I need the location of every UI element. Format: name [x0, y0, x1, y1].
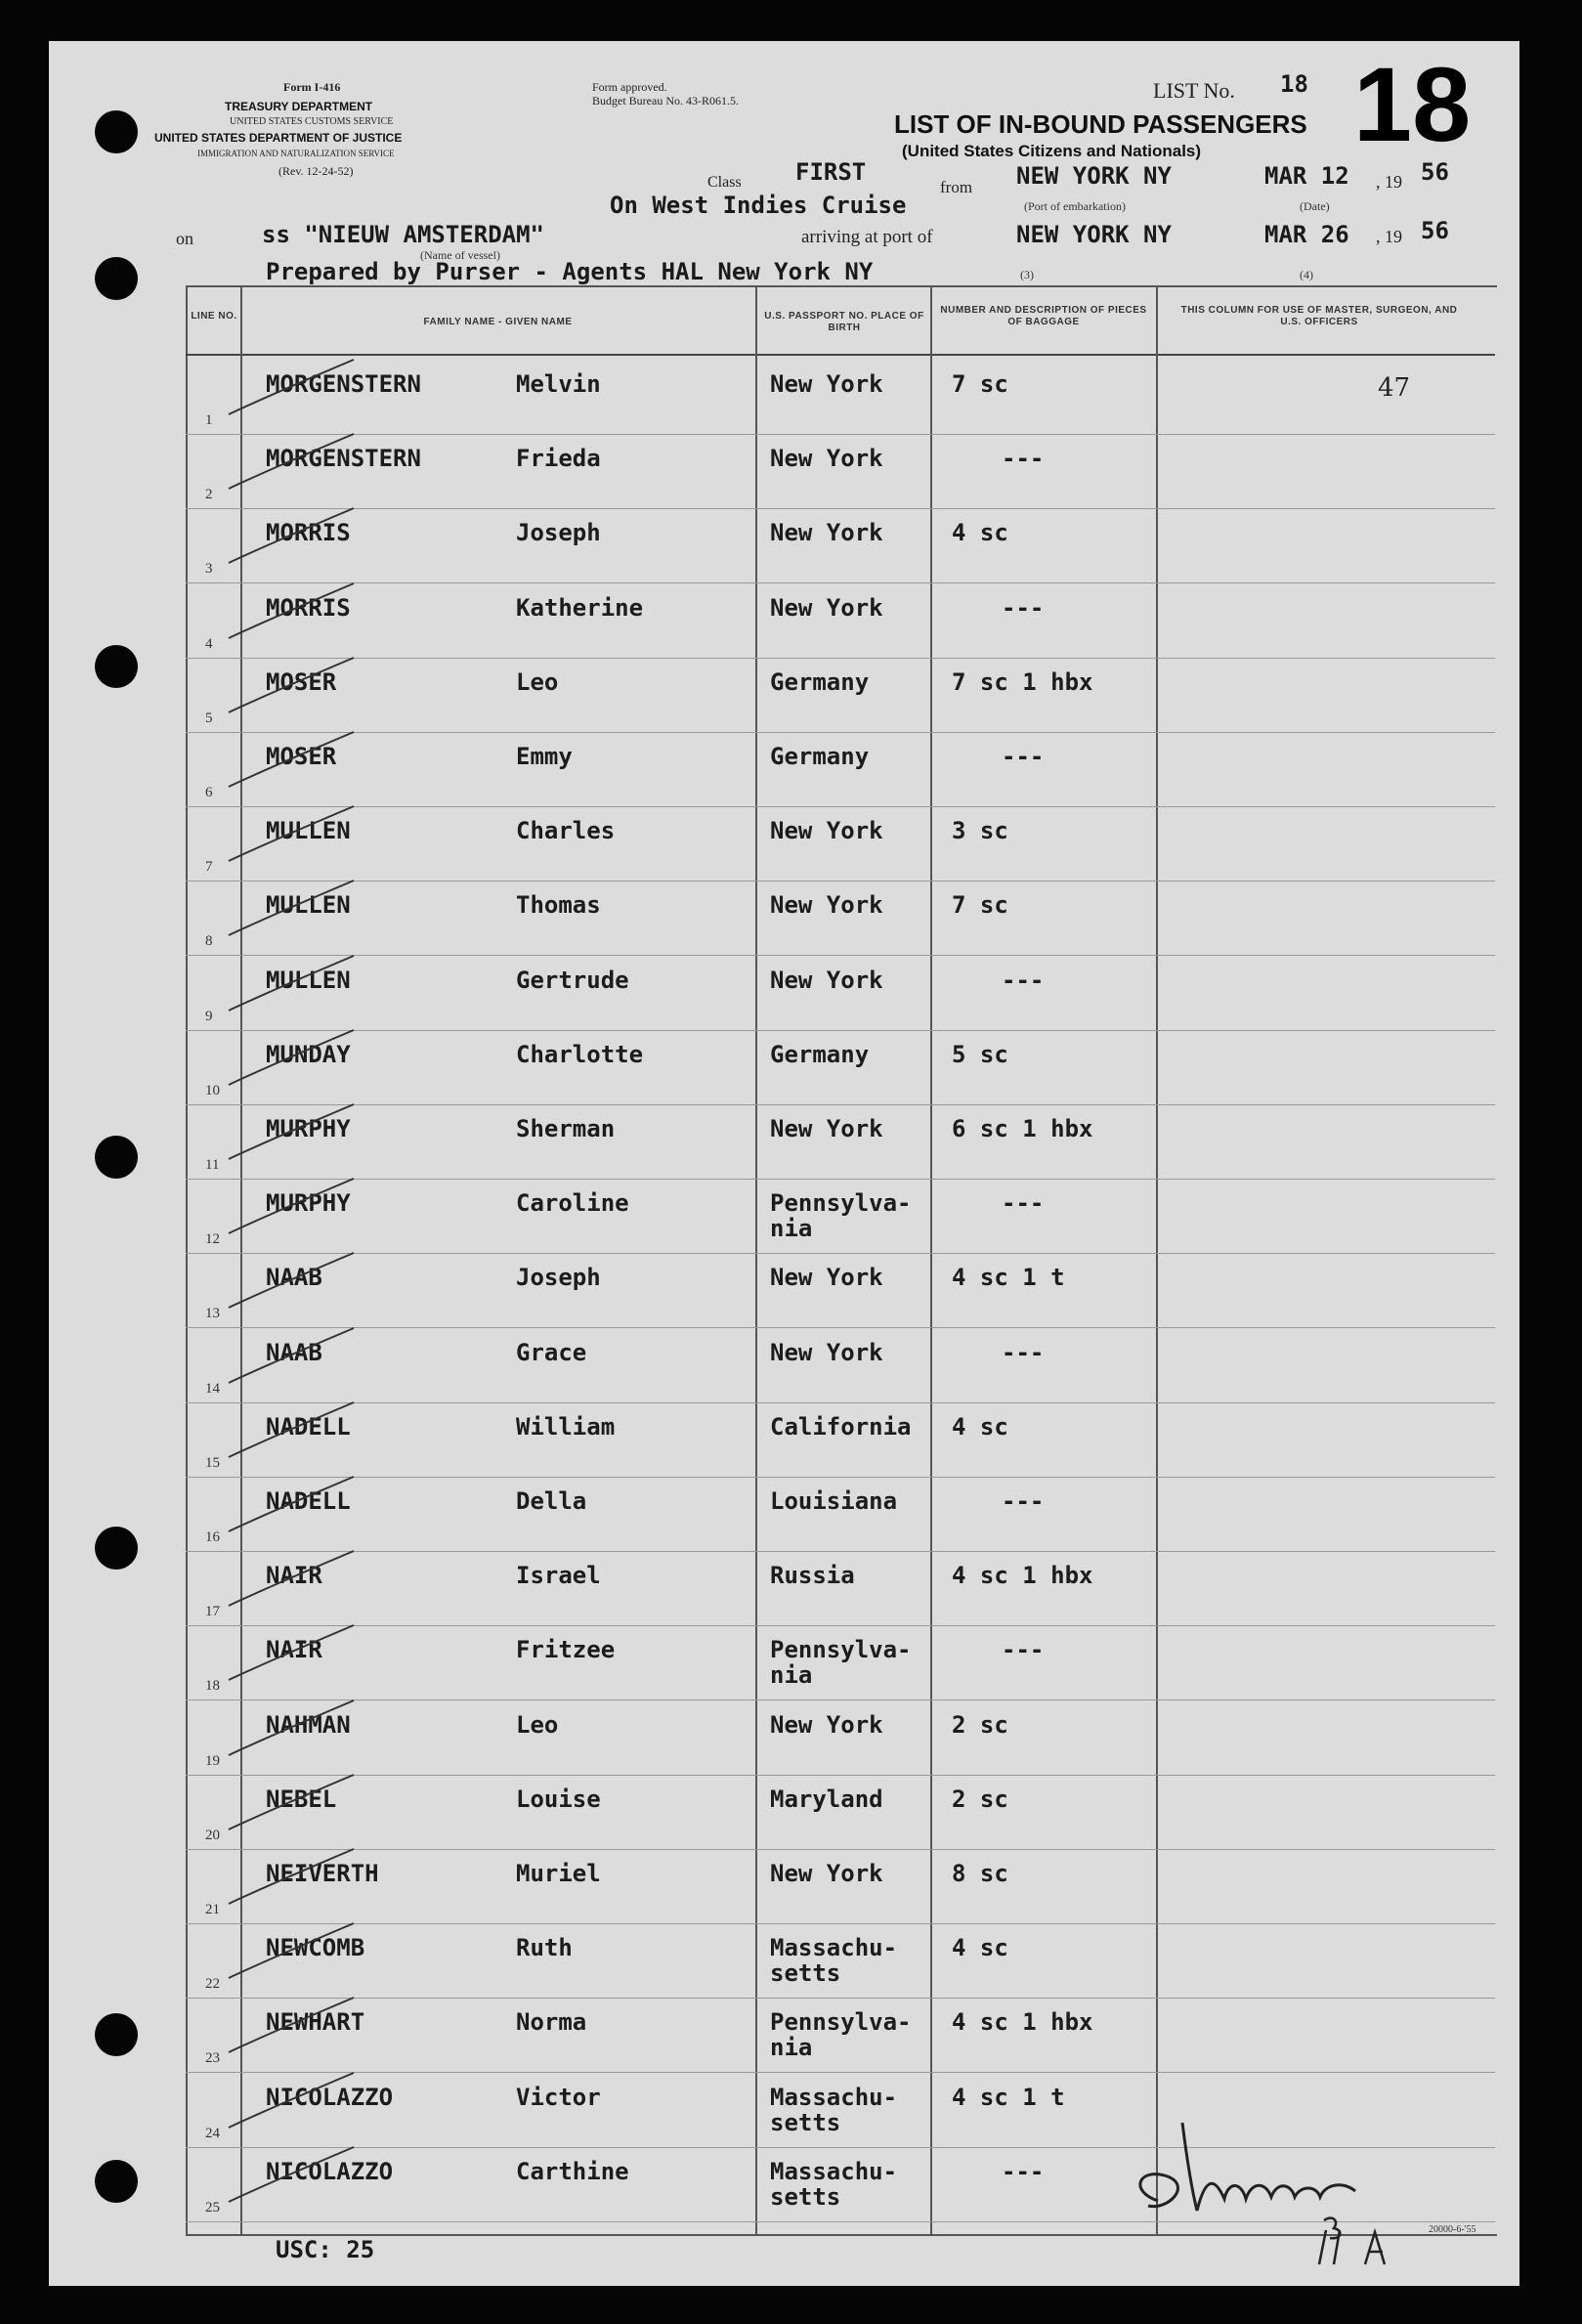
line-number: 25 [205, 2200, 220, 2216]
given-name: Melvin [516, 370, 601, 398]
form-code: 20000-6-'55 [1429, 2224, 1476, 2235]
line-number: 2 [205, 487, 213, 502]
binder-hole-7 [95, 2160, 138, 2203]
embark-date: MAR 12 [1264, 162, 1349, 190]
birth-place: New York [770, 519, 883, 546]
baggage: --- [1002, 1339, 1045, 1366]
line-number: 1 [205, 412, 213, 428]
binder-hole-4 [95, 1136, 138, 1179]
baggage: 7 sc 1 hbx [952, 668, 1093, 696]
officer-signature [1099, 2084, 1402, 2269]
family-name: MURPHY [266, 1189, 351, 1217]
form-revision: (Rev. 12-24-52) [278, 164, 354, 178]
row-rule [186, 2072, 1495, 2073]
check-mark [225, 1843, 362, 1912]
check-mark [225, 578, 362, 646]
given-name: Muriel [516, 1860, 601, 1887]
embark-year-prefix: , 19 [1376, 172, 1402, 192]
birth-place: Pennsylva- [770, 2008, 912, 2036]
table-row [49, 1853, 1519, 1927]
check-mark [225, 1695, 362, 1763]
col-header-passport: U.S. PASSPORT NO. PLACE OF BIRTH [764, 311, 924, 333]
arrival-year: 56 [1421, 217, 1449, 244]
birth-place: California [770, 1413, 912, 1441]
table-row [49, 587, 1519, 662]
justice-dept: UNITED STATES DEPARTMENT OF JUSTICE [154, 131, 403, 145]
table-row [49, 2001, 1519, 2076]
given-name: Fritzee [516, 1636, 616, 1663]
baggage: --- [1002, 2158, 1045, 2185]
binder-hole-6 [95, 2013, 138, 2056]
embark-caption: (Port of embarkation) [1024, 199, 1126, 213]
family-name: NAAB [266, 1339, 322, 1366]
baggage: 4 sc 1 hbx [952, 1562, 1093, 1589]
family-name: NEBEL [266, 1786, 337, 1813]
arriving-label: arriving at port of [801, 227, 933, 247]
table-row [49, 1034, 1519, 1108]
line-number: 22 [205, 1976, 220, 1992]
birth-place: Russia [770, 1562, 855, 1589]
family-name: NEWHART [266, 2008, 365, 2036]
check-mark [225, 1471, 362, 1539]
row-rule [186, 1402, 1495, 1403]
row-rule [186, 1477, 1495, 1478]
family-name: MOSER [266, 743, 337, 770]
birth-place: Massachu- [770, 2084, 898, 2111]
arrival-year-prefix: , 19 [1376, 227, 1402, 246]
family-name: MUNDAY [266, 1041, 351, 1068]
check-mark [225, 1619, 362, 1688]
check-mark [225, 1098, 362, 1167]
table-row [49, 810, 1519, 884]
check-mark [225, 1322, 362, 1391]
row-rule [186, 1775, 1495, 1776]
check-mark [225, 950, 362, 1018]
line-number: 8 [205, 933, 213, 949]
table-row [49, 1779, 1519, 1853]
prepared-by: Prepared by Purser - Agents HAL New York NY [266, 258, 874, 285]
given-name: Joseph [516, 519, 601, 546]
given-name: Norma [516, 2008, 587, 2036]
check-mark [225, 1397, 362, 1465]
family-name: MORRIS [266, 519, 351, 546]
check-mark [225, 1545, 362, 1614]
row-rule [186, 1998, 1495, 1999]
birth-place: New York [770, 1711, 883, 1739]
given-name: Gertrude [516, 967, 629, 994]
form-approved: Form approved. [592, 80, 667, 94]
line-number: 10 [205, 1083, 220, 1098]
col-header-baggage: NUMBER AND DESCRIPTION OF PIECES OF BAGGAGE [940, 305, 1147, 327]
table-row [49, 1332, 1519, 1406]
table-row [49, 1108, 1519, 1183]
birth-place: Louisiana [770, 1487, 898, 1515]
baggage: --- [1002, 967, 1045, 994]
birth-place: New York [770, 1264, 883, 1291]
family-name: MULLEN [266, 891, 351, 919]
table-row [49, 1629, 1519, 1703]
birth-place-cont: nia [770, 1661, 813, 1689]
row-rule [186, 1923, 1495, 1924]
line-number: 18 [205, 1678, 220, 1694]
family-name: NICOLAZZO [266, 2084, 394, 2111]
birth-place: New York [770, 891, 883, 919]
list-no-typed: 18 [1280, 70, 1308, 98]
birth-place: Germany [770, 743, 870, 770]
given-name: Charles [516, 817, 616, 844]
check-mark [225, 1992, 365, 2060]
birth-place-cont: setts [770, 2183, 841, 2211]
given-name: Joseph [516, 1264, 601, 1291]
birth-place: New York [770, 1339, 883, 1366]
line-number: 24 [205, 2126, 220, 2141]
line-number: 20 [205, 1828, 220, 1843]
check-mark [225, 1769, 362, 1837]
birth-place: New York [770, 370, 883, 398]
check-mark [225, 1247, 362, 1315]
row-rule [186, 508, 1495, 509]
baggage: 4 sc 1 hbx [952, 2008, 1093, 2036]
usc-count: USC: 25 [276, 2236, 375, 2263]
col-header-officers: THIS COLUMN FOR USE OF MASTER, SURGEON, AND U.S. OFFICERS [1180, 305, 1458, 327]
baggage: 4 sc 1 t [952, 1264, 1065, 1291]
baggage: 2 sc [952, 1786, 1008, 1813]
family-name: NAAB [266, 1264, 322, 1291]
birth-place-cont: nia [770, 1215, 813, 1242]
baggage: 7 sc [952, 891, 1008, 919]
line-number: 21 [205, 1902, 220, 1917]
given-name: Charlotte [516, 1041, 644, 1068]
embark-port: NEW YORK NY [1016, 162, 1172, 190]
baggage: 2 sc [952, 1711, 1008, 1739]
birth-place: Massachu- [770, 1934, 898, 1961]
baggage: 4 sc 1 t [952, 2084, 1065, 2111]
arrival-port: NEW YORK NY [1016, 221, 1172, 248]
line-number: 19 [205, 1753, 220, 1769]
row-rule [186, 955, 1495, 956]
check-mark [225, 1024, 362, 1093]
birth-place-cont: nia [770, 2034, 813, 2061]
table-row [49, 438, 1519, 512]
col-header-name: FAMILY NAME - GIVEN NAME [423, 317, 573, 327]
given-name: Leo [516, 668, 559, 696]
check-mark [225, 726, 362, 795]
customs-service: UNITED STATES CUSTOMS SERVICE [230, 116, 394, 127]
family-name: MORGENSTERN [266, 370, 421, 398]
line-number: 14 [205, 1381, 220, 1397]
line-number: 4 [205, 636, 213, 652]
given-name: Grace [516, 1339, 587, 1366]
table-row [49, 736, 1519, 810]
immigration-service: IMMIGRATION AND NATURALIZATION SERVICE [197, 149, 395, 158]
family-name: NADELL [266, 1487, 351, 1515]
table-row [49, 1257, 1519, 1331]
line-number: 3 [205, 561, 213, 577]
birth-place: New York [770, 1860, 883, 1887]
list-title: LIST OF IN-BOUND PASSENGERS [894, 109, 1307, 139]
given-name: Israel [516, 1562, 601, 1589]
form-number: Form I-416 [283, 80, 341, 94]
table-row [49, 512, 1519, 586]
check-mark [225, 2141, 362, 2210]
birth-place: Massachu- [770, 2158, 898, 2185]
row-rule [186, 434, 1495, 435]
line-number: 9 [205, 1009, 213, 1024]
row-rule [186, 1327, 1495, 1328]
table-row [49, 364, 1519, 438]
check-mark [225, 652, 362, 720]
baggage: --- [1002, 743, 1045, 770]
check-mark [225, 875, 362, 943]
given-name: Carthine [516, 2158, 629, 2185]
from-label: from [940, 178, 973, 196]
given-name: Sherman [516, 1115, 616, 1142]
officer-note: 47 [1378, 373, 1411, 403]
arrival-date: MAR 26 [1264, 221, 1349, 248]
baggage: 4 sc [952, 519, 1008, 546]
family-name: MOSER [266, 668, 337, 696]
row-rule [186, 1625, 1495, 1626]
line-number: 13 [205, 1306, 220, 1321]
baggage: --- [1002, 1487, 1045, 1515]
given-name: Frieda [516, 445, 601, 472]
check-mark [225, 2067, 362, 2135]
given-name: Leo [516, 1711, 559, 1739]
binder-hole-3 [95, 645, 138, 688]
baggage: 7 sc [952, 370, 1008, 398]
cruise-note: On West Indies Cruise [610, 192, 907, 219]
table-row [49, 884, 1519, 959]
row-rule [186, 806, 1495, 807]
baggage: --- [1002, 445, 1045, 472]
baggage: --- [1002, 594, 1045, 622]
birth-place: New York [770, 594, 883, 622]
check-mark [225, 428, 362, 496]
line-number: 15 [205, 1455, 220, 1471]
table-row [49, 1406, 1519, 1481]
row-rule [186, 582, 1495, 583]
baggage: 8 sc [952, 1860, 1008, 1887]
class-label: Class [707, 174, 742, 191]
row-rule [186, 1104, 1495, 1105]
vessel-name: ss "NIEUW AMSTERDAM" [262, 221, 544, 248]
family-name: MORGENSTERN [266, 445, 421, 472]
baggage: 6 sc 1 hbx [952, 1115, 1093, 1142]
birth-place: New York [770, 817, 883, 844]
family-name: MURPHY [266, 1115, 351, 1142]
baggage: 4 sc [952, 1934, 1008, 1961]
embark-year: 56 [1421, 158, 1449, 186]
given-name: Caroline [516, 1189, 629, 1217]
birth-place: New York [770, 1115, 883, 1142]
row-rule [186, 1253, 1495, 1254]
given-name: Victor [516, 2084, 601, 2111]
line-number: 23 [205, 2050, 220, 2066]
given-name: Louise [516, 1786, 601, 1813]
family-name: NADELL [266, 1413, 351, 1441]
given-name: William [516, 1413, 616, 1441]
birth-place: New York [770, 967, 883, 994]
line-number: 6 [205, 785, 213, 800]
header-rule [186, 354, 1495, 356]
table-row [49, 1555, 1519, 1629]
row-rule [186, 1030, 1495, 1031]
family-name: NEWCOMB [266, 1934, 365, 1961]
birth-place-cont: setts [770, 1959, 841, 1987]
on-label: on [176, 229, 193, 248]
baggage: 5 sc [952, 1041, 1008, 1068]
line-number: 12 [205, 1231, 220, 1247]
row-rule [186, 732, 1495, 733]
class-value: FIRST [795, 158, 867, 186]
birth-place: Germany [770, 1041, 870, 1068]
row-rule [186, 881, 1495, 882]
birth-place-cont: setts [770, 2109, 841, 2136]
baggage: --- [1002, 1189, 1045, 1217]
list-no-label: LIST No. [1153, 78, 1235, 103]
line-number: 17 [205, 1604, 220, 1619]
birth-place: Pennsylva- [770, 1636, 912, 1663]
row-rule [186, 658, 1495, 659]
treasury-dept: TREASURY DEPARTMENT [225, 100, 373, 113]
table-row [49, 960, 1519, 1034]
row-rule [186, 1179, 1495, 1180]
birth-place: Pennsylva- [770, 1189, 912, 1217]
given-name: Ruth [516, 1934, 573, 1961]
given-name: Katherine [516, 594, 644, 622]
list-no-big: 18 [1353, 45, 1472, 163]
birth-place: Germany [770, 668, 870, 696]
table-row [49, 662, 1519, 736]
binder-hole-2 [95, 257, 138, 300]
table-row [49, 1481, 1519, 1555]
check-mark [225, 800, 362, 869]
line-number: 16 [205, 1529, 220, 1545]
col-header-line: LINE NO. [191, 311, 237, 322]
binder-hole-1 [95, 110, 138, 153]
row-rule [186, 1849, 1495, 1850]
caption-4: (4) [1300, 268, 1313, 281]
given-name: Emmy [516, 743, 573, 770]
family-name: NAHMAN [266, 1711, 351, 1739]
line-number: 11 [205, 1157, 220, 1173]
family-name: MULLEN [266, 967, 351, 994]
family-name: NEIVERTH [266, 1860, 379, 1887]
budget-bureau: Budget Bureau No. 43-R061.5. [592, 94, 739, 108]
check-mark [225, 502, 362, 571]
baggage: --- [1002, 1636, 1045, 1663]
check-mark [225, 354, 362, 422]
row-rule [186, 1551, 1495, 1552]
line-number: 5 [205, 710, 213, 726]
family-name: NAIR [266, 1636, 322, 1663]
baggage: 4 sc [952, 1413, 1008, 1441]
given-name: Della [516, 1487, 587, 1515]
family-name: NAIR [266, 1562, 322, 1589]
check-mark [225, 1917, 365, 1986]
binder-hole-5 [95, 1527, 138, 1570]
table-row [49, 1704, 1519, 1779]
list-subtitle: (United States Citizens and Nationals) [902, 142, 1202, 160]
check-mark [225, 1173, 362, 1241]
date-caption: (Date) [1300, 199, 1330, 213]
table-row [49, 1183, 1519, 1257]
vessel-caption: (Name of vessel) [420, 248, 500, 262]
line-number: 7 [205, 859, 213, 875]
form-sheet [49, 41, 1519, 2286]
birth-place: Maryland [770, 1786, 883, 1813]
birth-place: New York [770, 445, 883, 472]
family-name: MORRIS [266, 594, 351, 622]
given-name: Thomas [516, 891, 601, 919]
family-name: MULLEN [266, 817, 351, 844]
family-name: NICOLAZZO [266, 2158, 394, 2185]
baggage: 3 sc [952, 817, 1008, 844]
table-row [49, 1927, 1519, 2001]
caption-3: (3) [1020, 268, 1034, 281]
